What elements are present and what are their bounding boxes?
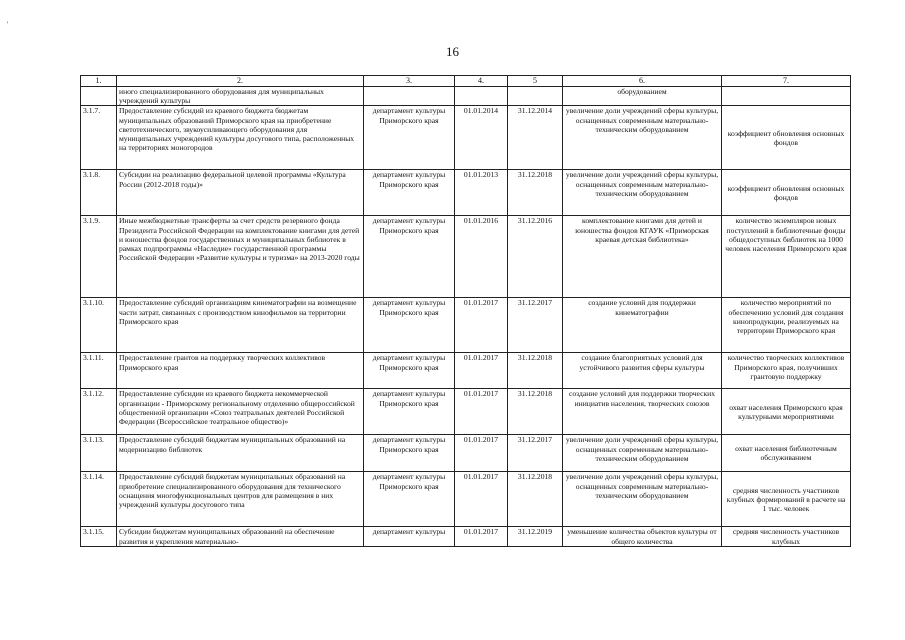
end-date: 31.12.2017 [508, 435, 563, 472]
target-indicator: количество творческих коллективов Приморского края, получивших грантовую поддержку [722, 353, 851, 389]
target-indicator: коэффициент обновления основных фондов [722, 106, 851, 170]
target-indicator: средняя численность участников клубных формирований в расчете на 1 тыс. человек [722, 472, 851, 527]
target-indicator: количество экземпляров новых поступлений в библиотечные фонды общедоступных библиотек на 1000 человек населения Приморского края [722, 216, 851, 298]
measure-description: Предоставление субсидии из краевого бюджета некоммерческой организации - Приморскому региональному отделению общероссийской общественной организации «Союз театральных деятелей Российской Федерации (Всероссийское театральное общество)» [117, 389, 364, 435]
responsible-executor [364, 87, 455, 106]
start-date [455, 87, 508, 106]
start-date: 01.01.2014 [455, 106, 508, 170]
expected-result: создание условий для поддержки кинематографии [563, 298, 722, 353]
measure-description: иного специализированного оборудования для муниципальных учреждений культуры [117, 87, 364, 106]
page-number: 16 [446, 44, 459, 59]
table-row [81, 87, 851, 106]
expected-result: увеличение доли учреждений сферы культуры, оснащенных современным материально-техническим оборудованием [563, 106, 722, 170]
table-row [81, 170, 851, 216]
measure-description: Предоставление грантов на поддержку творческих коллективов Приморского края [117, 353, 364, 389]
measure-number: 3.1.12. [81, 389, 117, 435]
start-date: 01.01.2017 [455, 298, 508, 353]
table-row [81, 472, 851, 527]
expected-result: создание условий для поддержки творческих инициатив населения, творческих союзов [563, 389, 722, 435]
target-indicator: коэффициент обновления основных фондов [722, 170, 851, 216]
start-date: 01.01.2017 [455, 435, 508, 472]
measure-description: Предоставление субсидий из краевого бюджета бюджетам муниципальных образований Приморского края на приобретение светотехнического, звукоусиливающего оборудования для муниципальных учреждений культуры досугового типа, расположенных на территориях моногородов [117, 106, 364, 170]
margin-mark: ' [7, 20, 9, 29]
start-date: 01.01.2017 [455, 389, 508, 435]
expected-result: увеличение доли учреждений сферы культуры, оснащенных современным материально-техническим оборудованием [563, 435, 722, 472]
column-header: 1. [81, 76, 117, 87]
measure-description: Субсидии на реализацию федеральной целевой программы «Культура России (2012-2018 годы)» [117, 170, 364, 216]
end-date: 31.12.2018 [508, 353, 563, 389]
responsible-executor: департамент культуры Приморского края [364, 216, 455, 298]
column-header-row [81, 76, 851, 87]
column-header: 7. [722, 76, 851, 87]
end-date: 31.12.2018 [508, 389, 563, 435]
column-header: 3. [364, 76, 455, 87]
table-row [81, 435, 851, 472]
expected-result: создание благоприятных условий для устойчивого развития сферы культуры [563, 353, 722, 389]
end-date: 31.12.2019 [508, 527, 563, 547]
measure-description: Субсидии бюджетам муниципальных образований на обеспечение развития и укрепления материально- [117, 527, 364, 547]
target-indicator: количество мероприятий по обеспечению условий для создания кинопродукции, реализуемых на территории Приморского края [722, 298, 851, 353]
measure-number [81, 87, 117, 106]
expected-result: оборудованием [563, 87, 722, 106]
measure-number: 3.1.7. [81, 106, 117, 170]
table-row [81, 389, 851, 435]
end-date: 31.12.2016 [508, 216, 563, 298]
measure-number: 3.1.14. [81, 472, 117, 527]
measure-number: 3.1.15. [81, 527, 117, 547]
end-date: 31.12.2017 [508, 298, 563, 353]
responsible-executor: департамент культуры [364, 527, 455, 547]
measure-description: Предоставление субсидий организациям кинематографии на возмещение части затрат, связанных с производством кинофильмов на территории Приморского края [117, 298, 364, 353]
program-measures-table [80, 75, 851, 547]
start-date: 01.01.2017 [455, 353, 508, 389]
end-date: 31.12.2018 [508, 170, 563, 216]
responsible-executor: департамент культуры Приморского края [364, 106, 455, 170]
start-date: 01.01.2016 [455, 216, 508, 298]
target-indicator [722, 87, 851, 106]
column-header: 2. [117, 76, 364, 87]
table-row [81, 216, 851, 298]
expected-result: увеличение доли учреждений сферы культуры, оснащенных современным материально-техническим оборудованием [563, 472, 722, 527]
end-date: 31.12.2018 [508, 472, 563, 527]
responsible-executor: департамент культуры Приморского края [364, 170, 455, 216]
column-header: 6. [563, 76, 722, 87]
measure-description: Предоставление субсидий бюджетам муниципальных образований на приобретение специализированного оборудования для технического оснащения многофункциональных центров для размещения в них учреждений культуры досугового типа [117, 472, 364, 527]
measure-description: Предоставление субсидий бюджетам муниципальных образований на модернизацию библиотек [117, 435, 364, 472]
table-row [81, 527, 851, 547]
measure-description: Иные межбюджетные трансферты за счет средств резервного фонда Президента Российской Федерации на комплектование книгами для детей и юношества фондов государственных и муниципальных библиотек в рамках подпрограммы «Наследие» государственной программы Российской Федерации «Развитие культуры и туризма» на 2013-2020 годы [117, 216, 364, 298]
start-date: 01.01.2017 [455, 527, 508, 547]
end-date: 31.12.2014 [508, 106, 563, 170]
column-header: 5 [508, 76, 563, 87]
expected-result: уменьшение количества объектов культуры от общего количества [563, 527, 722, 547]
end-date [508, 87, 563, 106]
target-indicator: охват населения Приморского края культурными мероприятиями [722, 389, 851, 435]
table-row [81, 353, 851, 389]
measure-number: 3.1.9. [81, 216, 117, 298]
column-header: 4. [455, 76, 508, 87]
measure-number: 3.1.13. [81, 435, 117, 472]
responsible-executor: департамент культуры Приморского края [364, 353, 455, 389]
target-indicator: охват населения библиотечным обслуживанием [722, 435, 851, 472]
responsible-executor: департамент культуры Приморского края [364, 435, 455, 472]
responsible-executor: департамент культуры Приморского края [364, 389, 455, 435]
responsible-executor: департамент культуры Приморского края [364, 298, 455, 353]
measure-number: 3.1.8. [81, 170, 117, 216]
measure-number: 3.1.11. [81, 353, 117, 389]
table-row [81, 106, 851, 170]
start-date: 01.01.2013 [455, 170, 508, 216]
target-indicator: средняя численность участников клубных [722, 527, 851, 547]
start-date: 01.01.2017 [455, 472, 508, 527]
table-row [81, 298, 851, 353]
expected-result: увеличение доли учреждений сферы культуры, оснащенных современным материально-техническим оборудованием [563, 170, 722, 216]
responsible-executor: департамент культуры Приморского края [364, 472, 455, 527]
measure-number: 3.1.10. [81, 298, 117, 353]
expected-result: комплектование книгами для детей и юношества фондов КГАУК «Приморская краевая детская библиотека» [563, 216, 722, 298]
